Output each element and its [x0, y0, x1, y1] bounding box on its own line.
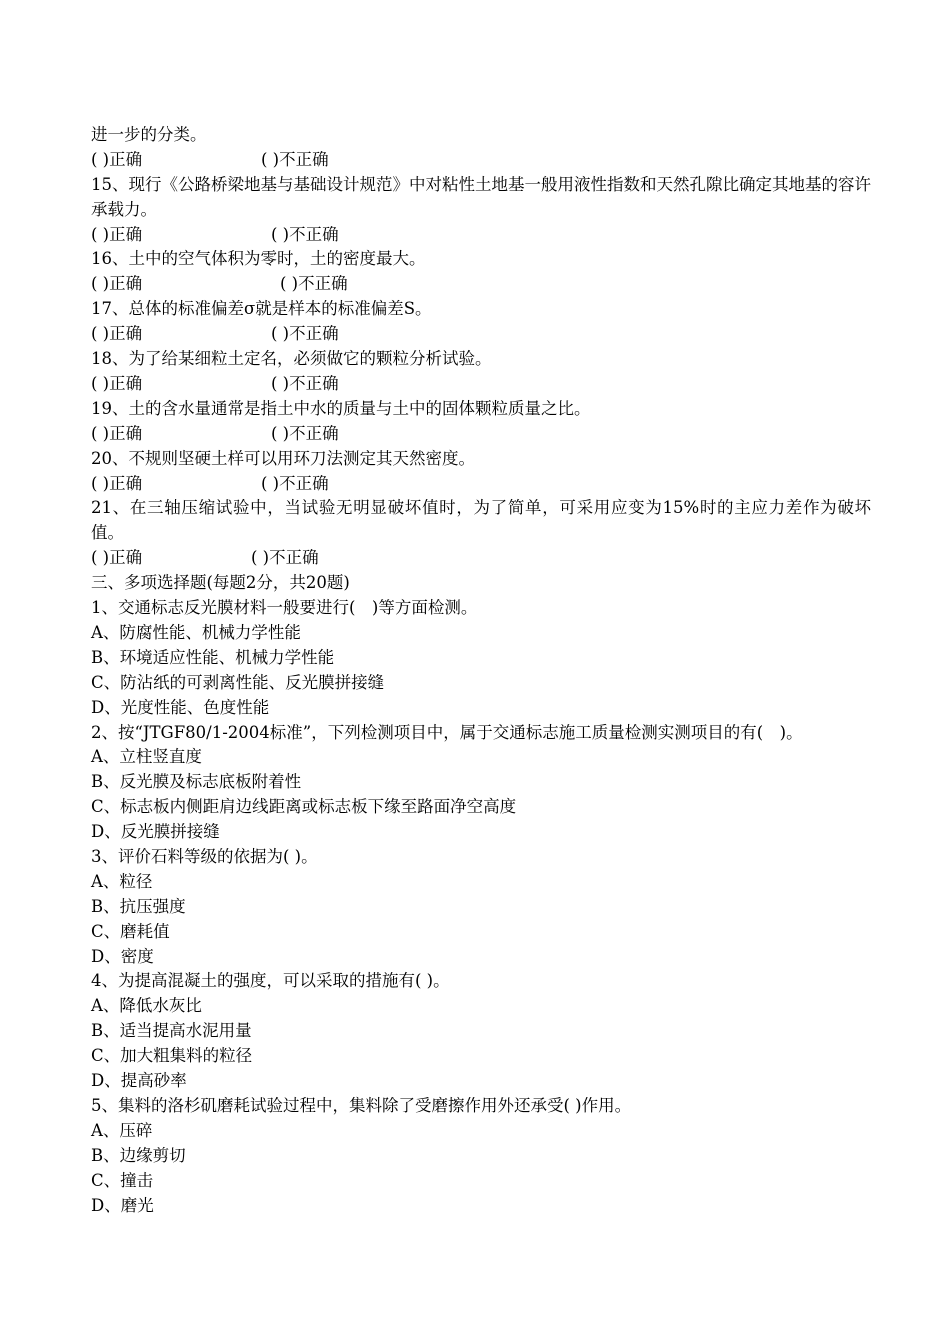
mc-option: B、边缘剪切 [91, 1145, 186, 1165]
tf-options-row [91, 322, 871, 347]
option-true: ( )正确 [91, 149, 143, 169]
option-false: ( )不正确 [271, 324, 339, 344]
tf-options-row [91, 422, 871, 447]
mc-question-stem: 2、按“JTGF80/1-2004标准”，下列检测项目中，属于交通标志施工质量检测实测项目的有( )。 [91, 722, 803, 742]
option-true: ( )正确 [91, 423, 143, 443]
option-true: ( )正确 [91, 274, 143, 294]
option-true: ( )正确 [91, 373, 143, 393]
mc-question-stem: 5、集料的洛杉矶磨耗试验过程中，集料除了受磨擦作用外还承受( )作用。 [91, 1095, 632, 1115]
lead-in-text: 进一步的分类。 [91, 125, 207, 144]
mc-option: C、加大粗集料的粒径 [91, 1046, 253, 1066]
mc-option: A、降低水灰比 [91, 996, 202, 1016]
option-false: ( )不正确 [261, 149, 329, 169]
option-true: ( )正确 [91, 548, 143, 568]
mc-option: C、磨耗值 [91, 921, 170, 941]
tf-question: 17、总体的标准偏差σ就是样本的标准偏差S。 [91, 299, 432, 319]
tf-options-row [91, 546, 871, 571]
mc-option: D、密度 [91, 946, 154, 966]
mc-option: C、撞击 [91, 1170, 154, 1190]
tf-options-row [91, 223, 871, 248]
option-true: ( )正确 [91, 324, 143, 344]
option-false: ( )不正确 [261, 473, 329, 493]
mc-option: D、反光膜拼接缝 [91, 822, 220, 842]
mc-question-stem: 3、评价石料等级的依据为( )。 [91, 847, 318, 866]
mc-option: B、反光膜及标志底板附着性 [91, 772, 302, 792]
mc-option: B、抗压强度 [91, 896, 186, 916]
tf-question: 15、现行《公路桥梁地基与基础设计规范》中对粘性土地基一般用液性指数和天然孔隙比确定其地基的容许承载力。 [91, 174, 871, 219]
option-false: ( )不正确 [271, 423, 339, 443]
mc-option: C、标志板内侧距肩边线距离或标志板下缘至路面净空高度 [91, 797, 517, 817]
option-false: ( )不正确 [280, 274, 348, 294]
tf-options-row [91, 272, 871, 297]
mc-question-stem: 4、为提高混凝土的强度，可以采取的措施有( )。 [91, 971, 450, 991]
mc-option: B、适当提高水泥用量 [91, 1021, 252, 1041]
tf-options-row [91, 472, 871, 497]
tf-question: 21、在三轴压缩试验中，当试验无明显破坏值时，为了简单，可采用应变为15%时的主应力差作为破坏值。 [91, 498, 871, 543]
option-true: ( )正确 [91, 224, 143, 244]
mc-option: D、光度性能、色度性能 [91, 697, 270, 717]
mc-option: A、立柱竖直度 [91, 747, 202, 767]
tf-question: 19、土的含水量通常是指土中水的质量与土中的固体颗粒质量之比。 [91, 398, 591, 418]
mc-option: D、提高砂率 [91, 1071, 187, 1091]
mc-option: B、环境适应性能、机械力学性能 [91, 647, 335, 667]
mc-option: A、粒径 [91, 871, 153, 891]
mc-option: D、磨光 [91, 1195, 154, 1215]
true-false-section [91, 148, 871, 571]
tf-options-row [91, 372, 871, 397]
tf-question: 20、不规则坚硬土样可以用环刀法测定其天然密度。 [91, 448, 475, 468]
mc-option: A、压碎 [91, 1120, 153, 1140]
tf-question: 18、为了给某细粒土定名，必须做它的颗粒分析试验。 [91, 349, 492, 369]
mc-question-stem: 1、交通标志反光膜材料一般要进行( )等方面检测。 [91, 598, 478, 618]
option-false: ( )不正确 [251, 548, 319, 568]
option-false: ( )不正确 [271, 224, 339, 244]
multiple-choice-section [91, 596, 871, 1218]
mc-option: A、防腐性能、机械力学性能 [91, 622, 301, 642]
tf-question: 16、土中的空气体积为零时，土的密度最大。 [91, 249, 426, 269]
section-heading: 三、多项选择题(每题2分，共20题) [91, 573, 350, 593]
option-false: ( )不正确 [271, 373, 339, 393]
option-true: ( )正确 [91, 473, 143, 493]
document-page [91, 123, 871, 1218]
tf-options-row [91, 148, 871, 173]
mc-option: C、防沾纸的可剥离性能、反光膜拼接缝 [91, 672, 385, 692]
